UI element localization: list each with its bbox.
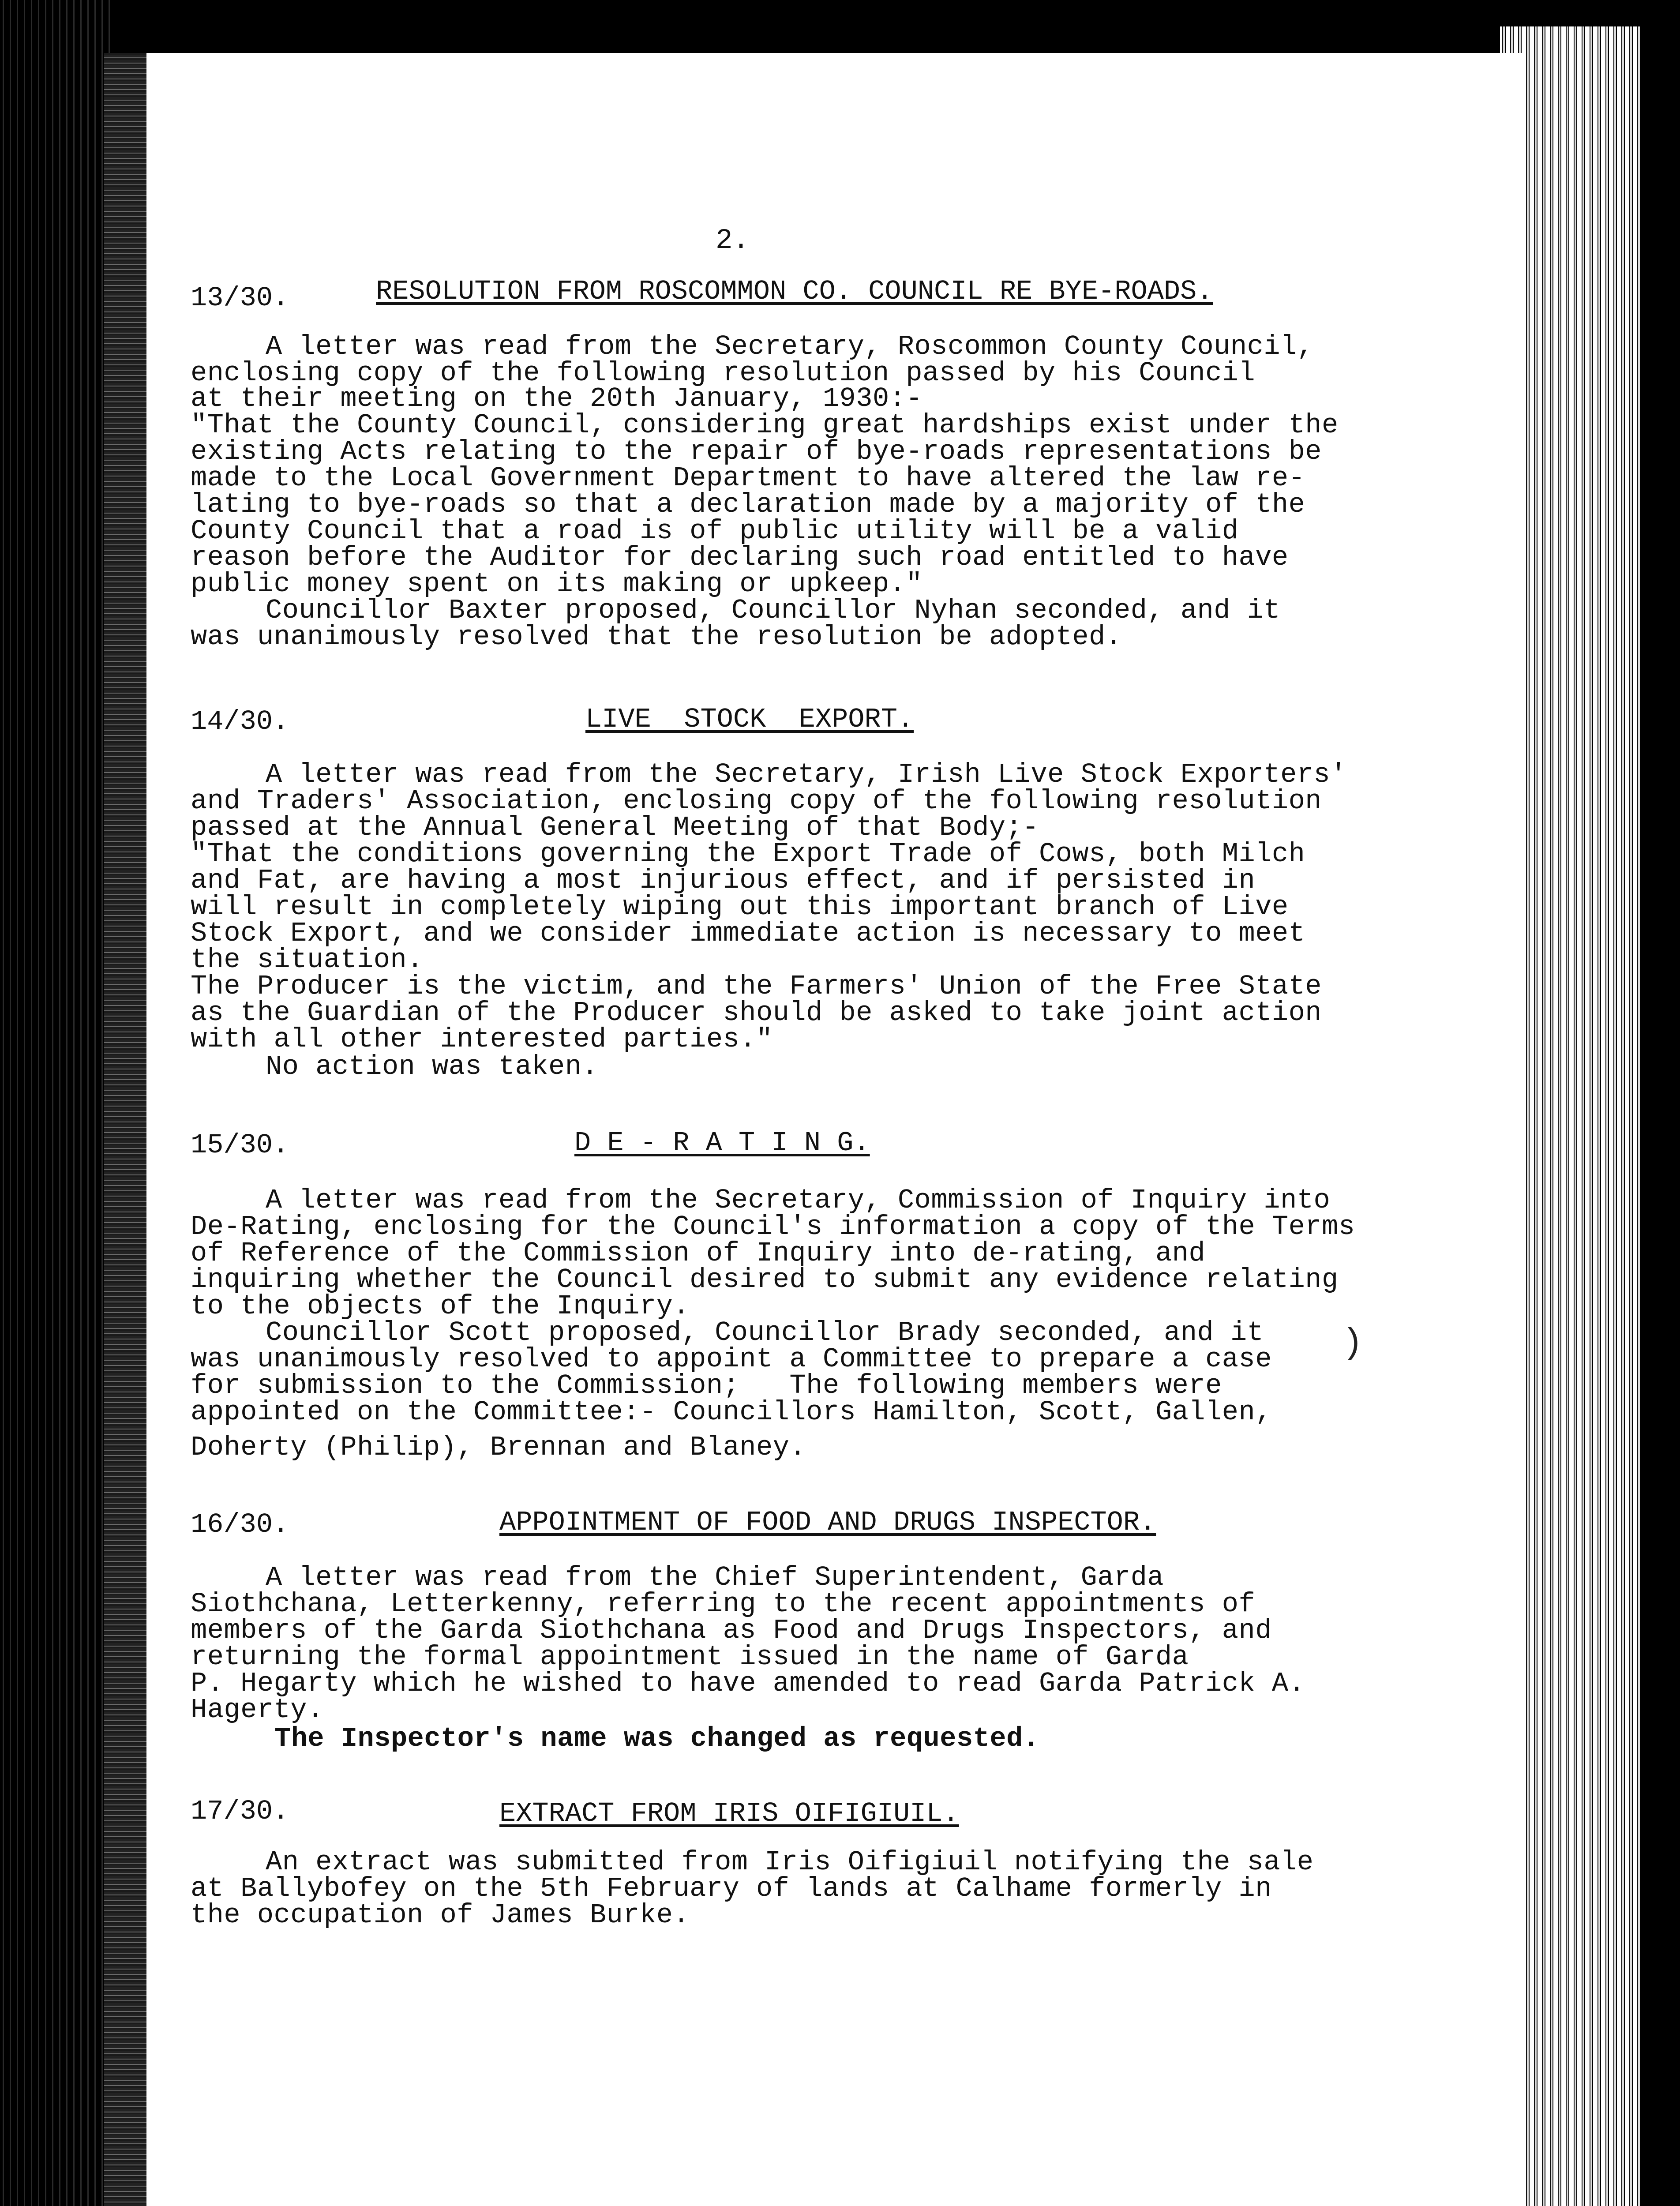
text-line: public money spent on its making or upkeep." bbox=[191, 568, 923, 600]
text-line: passed at the Annual General Meeting of that Body;- bbox=[191, 812, 1039, 843]
text-line: A letter was read from the Chief Superintendent, Garda bbox=[266, 1562, 1164, 1593]
text-line: and Fat, are having a most injurious effect, and if persisted in bbox=[191, 865, 1256, 896]
text-line: A letter was read from the Secretary, Irish Live Stock Exporters' bbox=[266, 759, 1347, 790]
text-line: The Producer is the victim, and the Farmers' Union of the Free State bbox=[191, 971, 1322, 1002]
section-number: 16/30. bbox=[191, 1509, 289, 1540]
text-line: Councillor Baxter proposed, Councillor Nyhan seconded, and it bbox=[266, 595, 1281, 626]
text-line: No action was taken. bbox=[266, 1051, 599, 1082]
document-page bbox=[146, 53, 1523, 2206]
text-line: was unanimously resolved to appoint a Committee to prepare a case bbox=[191, 1343, 1272, 1375]
text-line: made to the Local Government Department to have altered the law re- bbox=[191, 462, 1305, 494]
text-line: as the Guardian of the Producer should be asked to take joint action bbox=[191, 997, 1322, 1028]
text-line: enclosing copy of the following resolution passed by his Council bbox=[191, 357, 1256, 389]
section-number: 13/30. bbox=[191, 282, 289, 314]
text-line: Hagerty. bbox=[191, 1694, 324, 1726]
book-binding bbox=[0, 0, 110, 2206]
text-line: with all other interested parties." bbox=[191, 1024, 773, 1055]
text-line: for submission to the Commission; The following members were bbox=[191, 1370, 1222, 1401]
text-line: the occupation of James Burke. bbox=[191, 1899, 690, 1931]
scan-edge bbox=[1641, 0, 1680, 2206]
text-line: inquiring whether the Council desired to submit any evidence relating bbox=[191, 1264, 1339, 1295]
text-line: reason before the Auditor for declaring such road entitled to have bbox=[191, 542, 1289, 573]
text-line: "That the conditions governing the Export Trade of Cows, both Milch bbox=[191, 838, 1305, 870]
text-line: at their meeting on the 20th January, 1930:- bbox=[191, 383, 923, 414]
text-line: lating to bye-roads so that a declaration made by a majority of the bbox=[191, 489, 1305, 520]
page-number: 2. bbox=[716, 225, 750, 257]
text-line: of Reference of the Commission of Inquiry into de-rating, and bbox=[191, 1238, 1206, 1269]
text-line: Councillor Scott proposed, Councillor Brady seconded, and it bbox=[266, 1317, 1264, 1348]
text-line: will result in completely wiping out this important branch of Live bbox=[191, 891, 1289, 923]
text-line: Stock Export, and we consider immediate action is necessary to meet bbox=[191, 918, 1305, 949]
section-title: RESOLUTION FROM ROSCOMMON CO. COUNCIL RE BYE-ROADS. bbox=[376, 276, 1213, 307]
section-number: 17/30. bbox=[191, 1796, 289, 1827]
section-number: 14/30. bbox=[191, 706, 289, 737]
page-content bbox=[146, 53, 1523, 2206]
text-line: existing Acts relating to the repair of bye-roads representations be bbox=[191, 436, 1322, 467]
text-line: at Ballybofey on the 5th February of lands at Calhame formerly in bbox=[191, 1873, 1272, 1904]
text-line: to the objects of the Inquiry. bbox=[191, 1291, 690, 1322]
text-line: "That the County Council, considering great hardships exist under the bbox=[191, 409, 1339, 441]
section-number: 15/30. bbox=[191, 1129, 289, 1161]
text-line: members of the Garda Siothchana as Food and Drugs Inspectors, and bbox=[191, 1615, 1272, 1646]
text-line: the situation. bbox=[191, 944, 424, 975]
text-line: returning the formal appointment issued in the name of Garda bbox=[191, 1641, 1189, 1673]
text-line: County Council that a road is of public utility will be a valid bbox=[191, 515, 1239, 547]
page-gutter bbox=[104, 53, 146, 2206]
section-title: D E - R A T I N G. bbox=[574, 1127, 870, 1159]
text-line: was unanimously resolved that the resolution be adopted. bbox=[191, 621, 1122, 653]
text-line: An extract was submitted from Iris Oifigiuil notifying the sale bbox=[266, 1846, 1314, 1878]
section-title: LIVE STOCK EXPORT. bbox=[585, 704, 914, 735]
margin-mark: ) bbox=[1342, 1324, 1364, 1364]
text-line: Doherty (Philip), Brennan and Blaney. bbox=[191, 1432, 806, 1463]
text-line: A letter was read from the Secretary, Roscommon County Council, bbox=[266, 331, 1314, 362]
section-title: EXTRACT FROM IRIS OIFIGIUIL. bbox=[499, 1798, 959, 1829]
text-line: De-Rating, enclosing for the Council's information a copy of the Terms bbox=[191, 1211, 1355, 1242]
text-line: and Traders' Association, enclosing copy of the following resolution bbox=[191, 785, 1322, 817]
text-line: Siothchana, Letterkenny, referring to the recent appointments of bbox=[191, 1588, 1256, 1620]
section-title: APPOINTMENT OF FOOD AND DRUGS INSPECTOR. bbox=[499, 1507, 1156, 1538]
text-line: A letter was read from the Secretary, Commission of Inquiry into bbox=[266, 1185, 1331, 1216]
text-line: appointed on the Committee:- Councillors Hamilton, Scott, Gallen, bbox=[191, 1396, 1272, 1428]
text-line: The Inspector's name was changed as requested. bbox=[274, 1723, 1040, 1754]
text-line: P. Hegarty which he wished to have amended to read Garda Patrick A. bbox=[191, 1668, 1305, 1699]
